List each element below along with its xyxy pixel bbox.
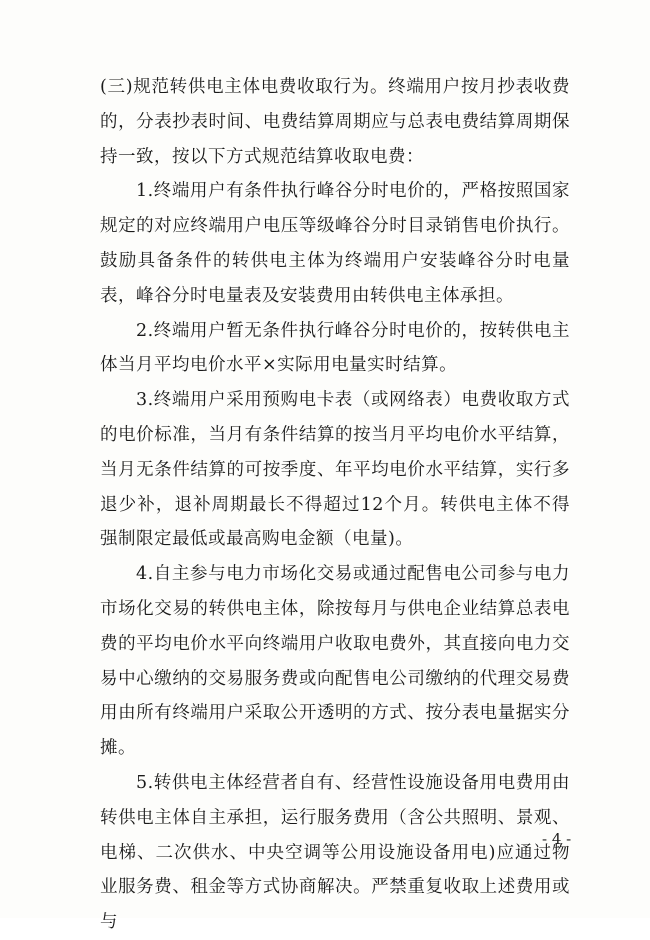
paragraph-item-2: 2.终端用户暂无条件执行峰谷分时电价的，按转供电主体当月平均电价水平×实际用电量实时结算。 [100,320,570,376]
paragraph-item-5: 5.转供电主体经营者自有、经营性设施设备用电费用由转供电主体自主承担，运行服务费用（含公共照明、景观、电梯、二次供水、中央空调等公用设施设备用电)应通过物业服务费、租金等方式协商解决。严禁重复收取上述费用或与 [100,772,570,933]
page-number: - 4 - [542,830,572,848]
document-body [100,70,570,940]
paragraph-item-4: 4.自主参与电力市场化交易或通过配售电公司参与电力市场化交易的转供电主体，除按每月与供电企业结算总表电费的平均电价水平向终端用户收取电费外，其直接向电力交易中心缴纳的交易服务费或向配售电公司缴纳的代理交易费用由所有终端用户采取公开透明的方式、按分表电量据实分摊。 [100,564,570,759]
paragraph-item-3: 3.终端用户采用预购电卡表（或网络表）电费收取方式的电价标准，当月有条件结算的按当月平均电价水平结算，当月无条件结算的可按季度、年平均电价水平结算，实行多退少补，退补周期最长不得超过12个月。转供电主体不得强制限定最低或最高购电金额（电量)。 [100,390,570,550]
paragraph-item-1: 1.终端用户有条件执行峰谷分时电价的，严格按照国家规定的对应终端用户电压等级峰谷分时目录销售电价执行。鼓励具备条件的转供电主体为终端用户安装峰谷分时电量表，峰谷分时电量表及安装费用由转供电主体承担。 [100,181,570,306]
paragraph-section-3: (三)规范转供电主体电费收取行为。终端用户按月抄表收费的，分表抄表时间、电费结算周期应与总表电费结算周期保持一致，按以下方式规范结算收取电费： [100,77,570,167]
